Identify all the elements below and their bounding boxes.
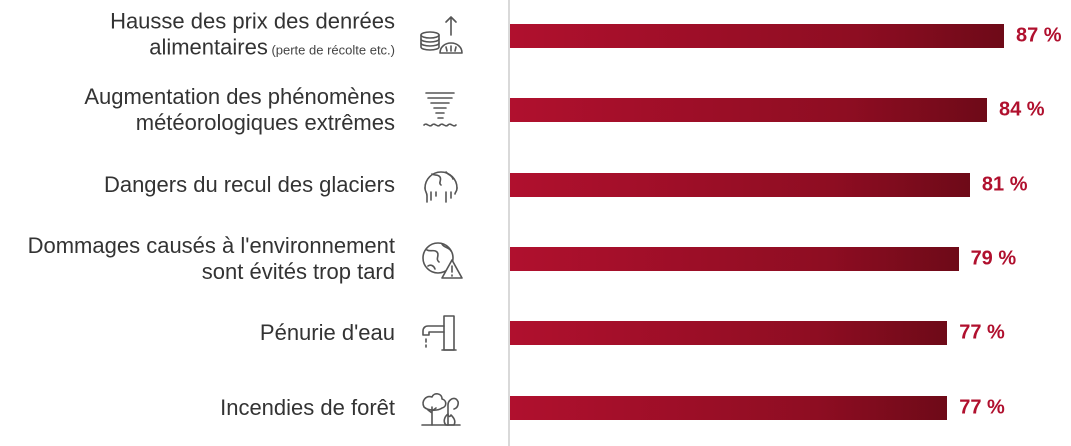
value-label: 79 % [970, 247, 1017, 270]
category-label [28, 233, 395, 285]
bar [510, 98, 987, 122]
bar [510, 24, 1004, 48]
bar-row [0, 371, 1071, 445]
category-label [260, 320, 395, 346]
category-note: (perte de récolte etc.) [267, 42, 395, 58]
category-label-line: Dangers du recul des glaciers [103, 171, 395, 197]
value-label: 84 % [998, 98, 1045, 121]
bar [510, 396, 947, 420]
coins-bread-price-up-icon [418, 13, 464, 59]
bar [510, 247, 959, 271]
category-label [104, 172, 395, 198]
value-label: 77 % [959, 396, 1005, 419]
category-label [110, 9, 395, 64]
bar [510, 173, 970, 197]
category-label-line: alimentaires (perte de récolte etc.) [149, 34, 395, 60]
category-label-line: Dommages causés à l'environnement [27, 233, 395, 259]
bar-row [0, 0, 1071, 73]
category-label [220, 395, 395, 421]
bar-row [0, 222, 1071, 296]
category-label [84, 84, 395, 136]
bar-row [0, 148, 1071, 222]
forest-fire-icon [418, 385, 464, 431]
category-label-line: Augmentation des phénomènes [84, 84, 395, 110]
bar-row [0, 296, 1071, 370]
melting-globe-icon [418, 162, 464, 208]
category-label-line: Incendies de forêt [220, 394, 395, 420]
category-label-line: Pénurie d'eau [259, 320, 395, 346]
bar [510, 321, 947, 345]
category-label-line: météorologiques extrêmes [135, 110, 395, 136]
value-label: 77 % [959, 321, 1005, 344]
globe-warning-icon [418, 236, 464, 282]
category-label-line: Hausse des prix des denrées [110, 8, 395, 34]
water-tap-icon [418, 310, 464, 356]
value-label: 87 % [1016, 24, 1062, 47]
category-label-line: sont évités trop tard [201, 259, 395, 285]
tornado-icon [418, 87, 464, 133]
value-label: 81 % [981, 173, 1028, 196]
bar-row [0, 73, 1071, 147]
